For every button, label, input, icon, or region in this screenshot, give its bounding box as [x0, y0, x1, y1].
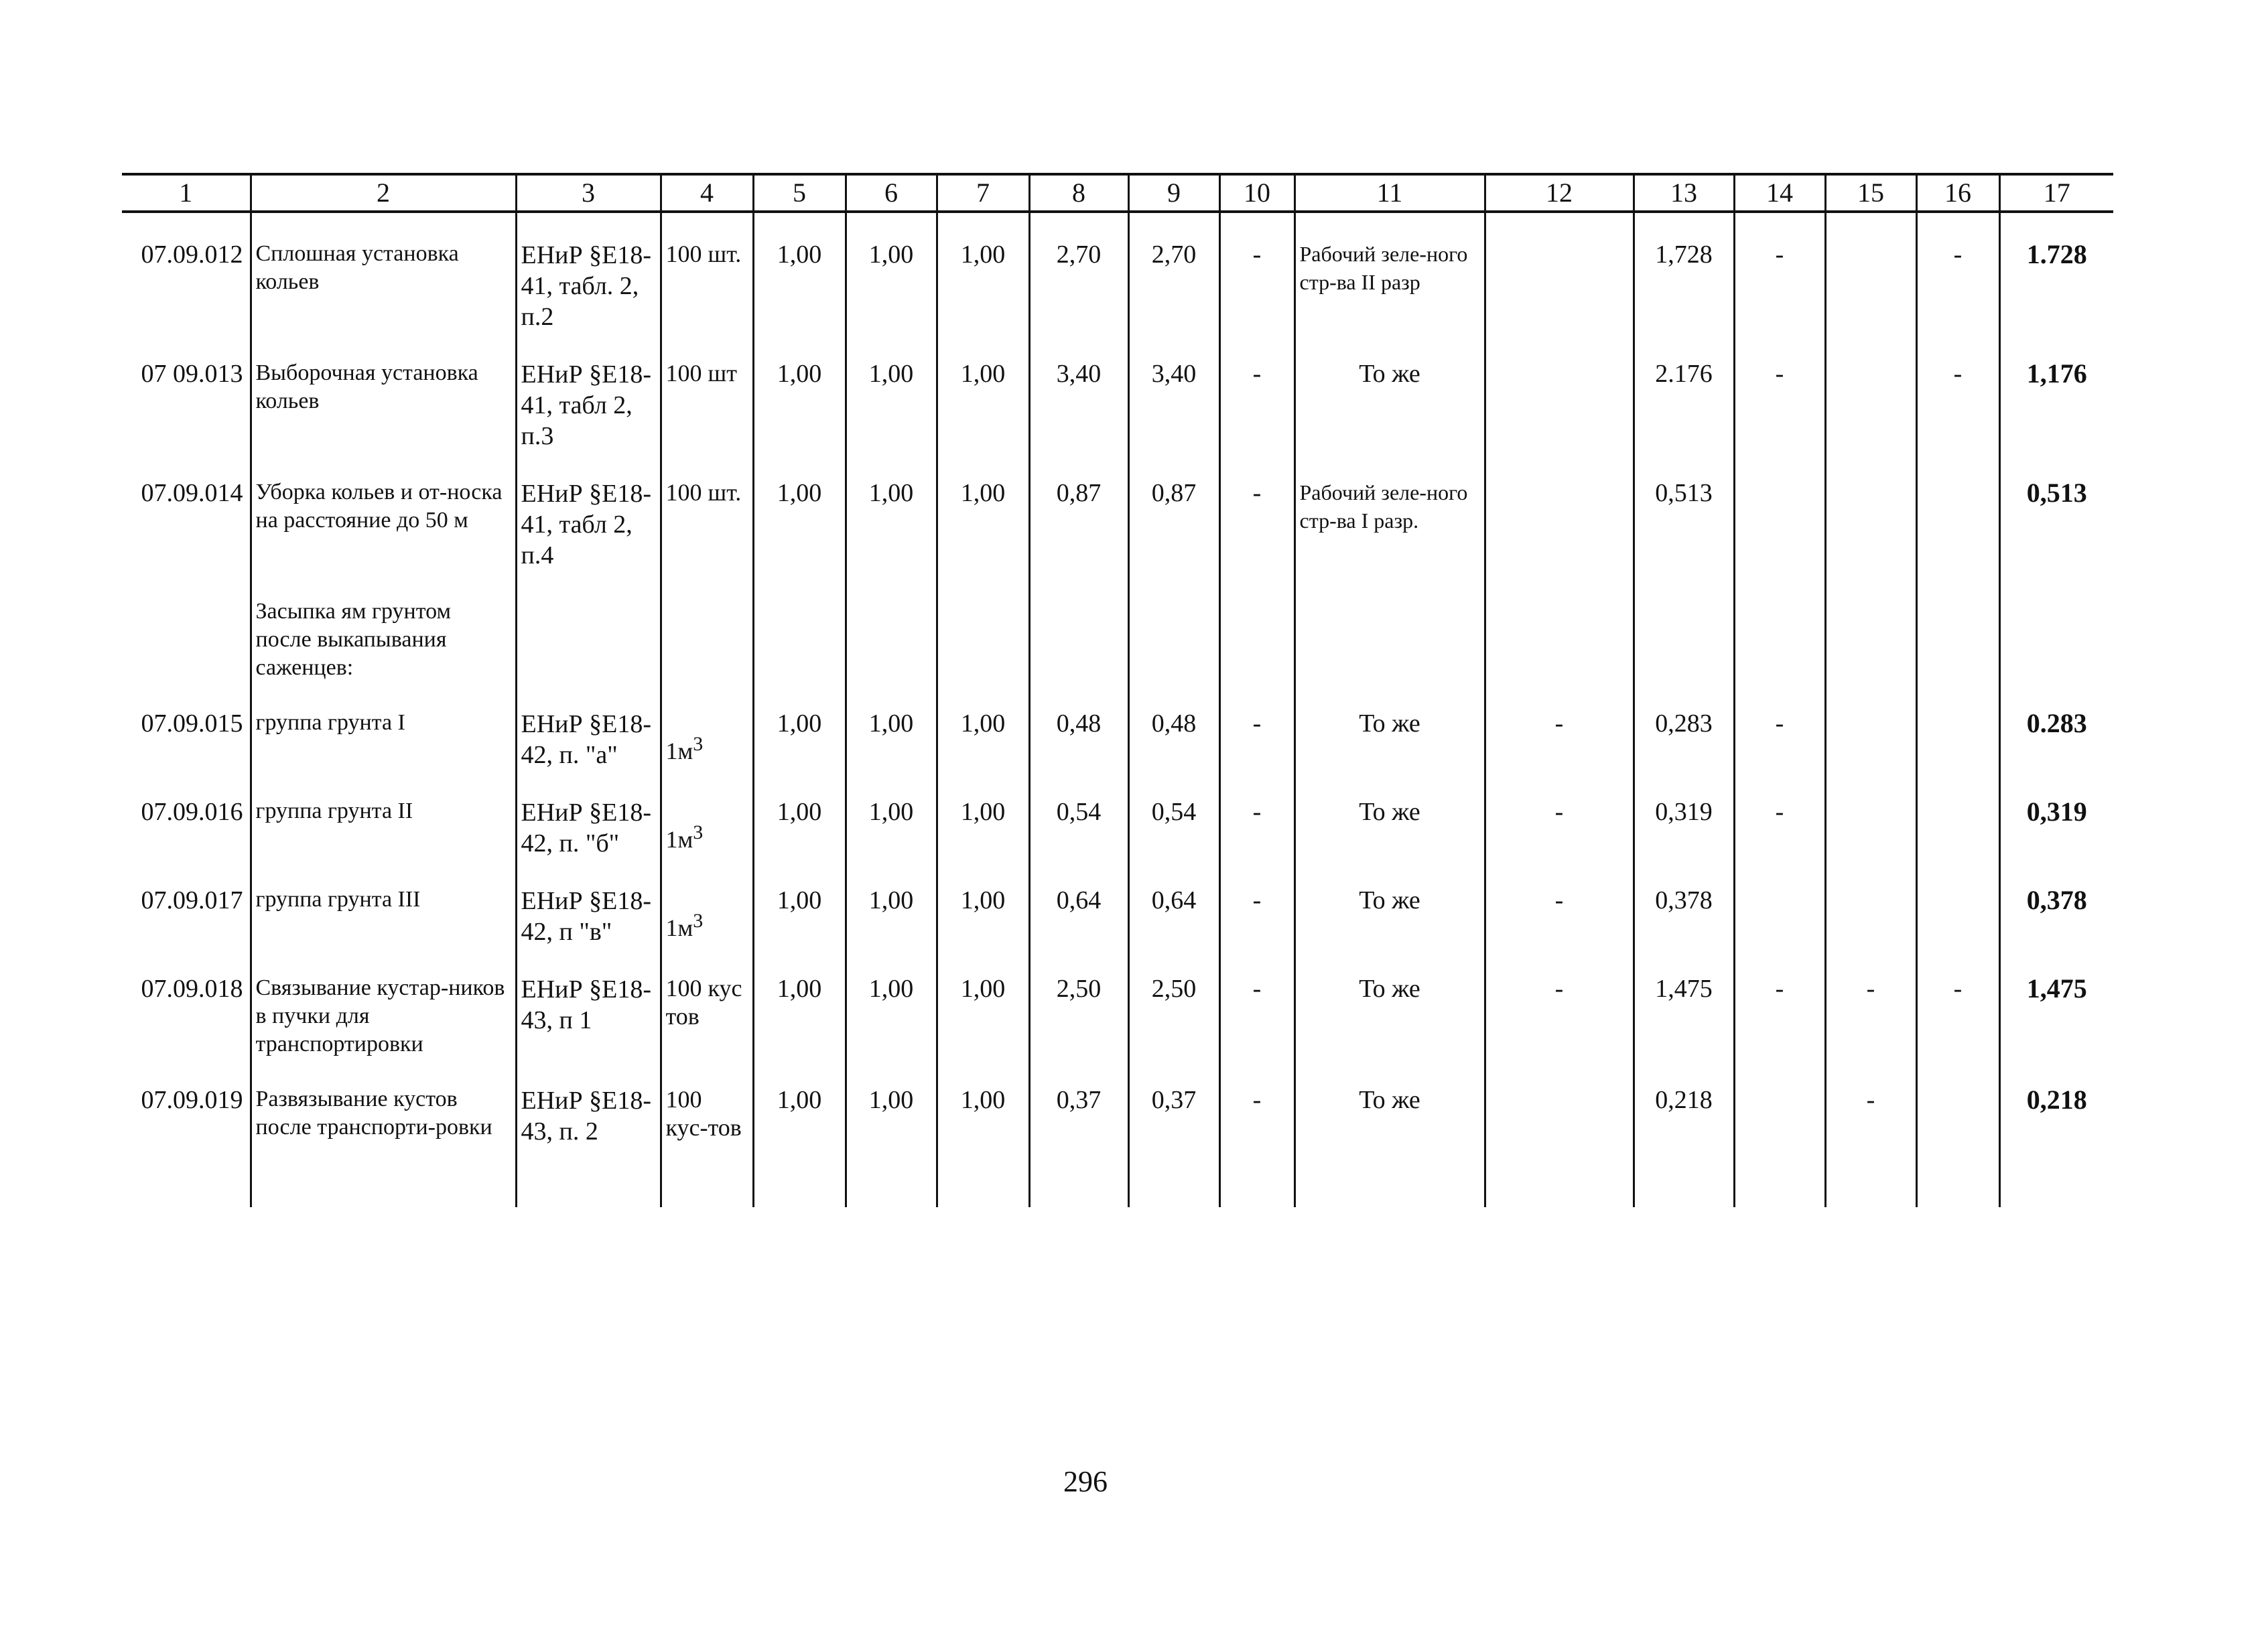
value-cell: 1,00 — [753, 1058, 846, 1147]
worker-category-cell: То же — [1294, 682, 1485, 770]
code-cell: 07.09.019 — [122, 1058, 251, 1147]
value-cell: - — [1485, 682, 1634, 770]
value-cell: - — [1219, 212, 1294, 332]
total-cell: 0,319 — [1999, 770, 2113, 859]
column-header: 17 — [1999, 174, 2113, 212]
table-row — [122, 1058, 2113, 1147]
table-header-row — [122, 174, 2113, 212]
value-cell: - — [1485, 770, 1634, 859]
value-cell: 3,40 — [1128, 332, 1219, 452]
empty-cell — [661, 1147, 753, 1207]
table-row — [122, 859, 2113, 947]
empty-cell — [937, 571, 1029, 682]
empty-cell — [753, 1147, 846, 1207]
value-cell: 1,00 — [937, 452, 1029, 571]
value-cell: 0,48 — [1128, 682, 1219, 770]
value-cell: 1,475 — [1634, 947, 1734, 1058]
unit-cell — [661, 770, 753, 859]
empty-cell — [1485, 571, 1634, 682]
value-cell: 1,00 — [846, 682, 937, 770]
value-cell: 1,00 — [753, 859, 846, 947]
value-cell: 0,54 — [1128, 770, 1219, 859]
empty-cell — [1294, 1147, 1485, 1207]
total-cell: 0,513 — [1999, 452, 2113, 571]
value-cell: - — [1219, 770, 1294, 859]
value-cell: 1,00 — [753, 947, 846, 1058]
unit-label: 1м — [665, 826, 693, 853]
table-row — [122, 682, 2113, 770]
value-cell: 1,00 — [937, 212, 1029, 332]
norm-reference-cell: ЕНиР §Е18-41, табл. 2, п.2 — [516, 212, 661, 332]
column-header: 4 — [661, 174, 753, 212]
empty-cell — [122, 1147, 251, 1207]
unit-cell — [661, 682, 753, 770]
column-header: 1 — [122, 174, 251, 212]
empty-cell — [1219, 1147, 1294, 1207]
value-cell: - — [1734, 332, 1825, 452]
norm-reference-cell: ЕНиР §Е18-41, табл 2, п.4 — [516, 452, 661, 571]
value-cell: 0,48 — [1029, 682, 1128, 770]
value-cell: 2,50 — [1128, 947, 1219, 1058]
value-cell: 1,00 — [753, 452, 846, 571]
column-header: 16 — [1916, 174, 1999, 212]
value-cell: 2,70 — [1029, 212, 1128, 332]
code-cell: 07 09.013 — [122, 332, 251, 452]
value-cell — [1916, 1058, 1999, 1147]
unit-cell: 100 шт. — [661, 452, 753, 571]
value-cell: - — [1219, 1058, 1294, 1147]
value-cell — [1734, 1058, 1825, 1147]
table-row — [122, 212, 2113, 332]
value-cell: 2,70 — [1128, 212, 1219, 332]
unit-label: 1м — [665, 914, 693, 941]
value-cell: 2.176 — [1634, 332, 1734, 452]
value-cell: - — [1825, 947, 1916, 1058]
value-cell — [1485, 452, 1634, 571]
unit-label: 1м — [665, 738, 693, 764]
value-cell: 3,40 — [1029, 332, 1128, 452]
worker-category-cell: То же — [1294, 1058, 1485, 1147]
empty-cell — [516, 1147, 661, 1207]
value-cell: - — [1485, 947, 1634, 1058]
group-heading-row — [122, 571, 2113, 682]
value-cell — [1485, 332, 1634, 452]
code-cell: 07.09.018 — [122, 947, 251, 1058]
empty-cell — [846, 1147, 937, 1207]
value-cell — [1825, 770, 1916, 859]
value-cell — [1916, 770, 1999, 859]
norm-reference-cell: ЕНиР §Е18-43, п. 2 — [516, 1058, 661, 1147]
page-number: 296 — [1063, 1465, 1108, 1498]
empty-cell — [1825, 571, 1916, 682]
empty-cell — [1128, 571, 1219, 682]
work-name-cell: Уборка кольев и от-носка на расстояние до 50 м — [251, 452, 516, 571]
value-cell: 1,728 — [1634, 212, 1734, 332]
value-cell: 0,283 — [1634, 682, 1734, 770]
value-cell: - — [1734, 947, 1825, 1058]
code-cell — [122, 571, 251, 682]
column-header: 9 — [1128, 174, 1219, 212]
value-cell: 1,00 — [753, 770, 846, 859]
table-row — [122, 770, 2113, 859]
table-tail-row — [122, 1147, 2113, 1207]
value-cell: 1,00 — [846, 770, 937, 859]
work-name-cell: Развязывание кустов после транспорти-ровки — [251, 1058, 516, 1147]
value-cell — [1825, 332, 1916, 452]
empty-cell — [1916, 1147, 1999, 1207]
unit-cell: 100 кус-тов — [661, 1058, 753, 1147]
value-cell: 2,50 — [1029, 947, 1128, 1058]
norm-reference-cell: ЕНиР §Е18-43, п 1 — [516, 947, 661, 1058]
norm-reference-cell: ЕНиР §Е18-42, п. "а" — [516, 682, 661, 770]
unit-cell — [661, 859, 753, 947]
worker-category-cell: То же — [1294, 947, 1485, 1058]
value-cell: 0,64 — [1029, 859, 1128, 947]
value-cell — [1825, 859, 1916, 947]
code-cell: 07.09.017 — [122, 859, 251, 947]
total-cell: 1.728 — [1999, 212, 2113, 332]
value-cell: 1,00 — [846, 212, 937, 332]
value-cell: 1,00 — [937, 859, 1029, 947]
work-name-cell: группа грунта I — [251, 682, 516, 770]
value-cell: - — [1485, 859, 1634, 947]
worker-category-cell: То же — [1294, 859, 1485, 947]
value-cell — [1485, 212, 1634, 332]
unit-exponent: 3 — [693, 821, 704, 843]
value-cell: - — [1916, 332, 1999, 452]
value-cell: 1,00 — [937, 1058, 1029, 1147]
worker-category-cell: Рабочий зеле-ного стр-ва I разр. — [1294, 452, 1485, 571]
unit-cell: 100 кус тов — [661, 947, 753, 1058]
worker-category-cell: То же — [1294, 332, 1485, 452]
work-name-cell: группа грунта II — [251, 770, 516, 859]
empty-cell — [661, 571, 753, 682]
value-cell: - — [1734, 682, 1825, 770]
value-cell: 1,00 — [937, 332, 1029, 452]
value-cell: 1,00 — [846, 859, 937, 947]
value-cell — [1825, 452, 1916, 571]
value-cell: 0,378 — [1634, 859, 1734, 947]
empty-cell — [251, 1147, 516, 1207]
empty-cell — [1734, 571, 1825, 682]
value-cell: - — [1734, 212, 1825, 332]
value-cell: 1,00 — [846, 332, 937, 452]
unit-exponent: 3 — [693, 910, 704, 932]
value-cell — [1825, 682, 1916, 770]
value-cell: 0,87 — [1128, 452, 1219, 571]
group-title-cell: Засыпка ям грунтом после выкапывания саженцев: — [251, 571, 516, 682]
empty-cell — [1734, 1147, 1825, 1207]
value-cell: 1,00 — [846, 1058, 937, 1147]
value-cell: 0,319 — [1634, 770, 1734, 859]
column-header: 7 — [937, 174, 1029, 212]
column-header: 15 — [1825, 174, 1916, 212]
column-header: 6 — [846, 174, 937, 212]
empty-cell — [1999, 1147, 2113, 1207]
value-cell: 0,37 — [1029, 1058, 1128, 1147]
column-header: 13 — [1634, 174, 1734, 212]
value-cell: 1,00 — [753, 682, 846, 770]
value-cell: - — [1219, 332, 1294, 452]
total-cell: 1,475 — [1999, 947, 2113, 1058]
code-cell: 07.09.012 — [122, 212, 251, 332]
value-cell: 1,00 — [846, 947, 937, 1058]
norm-reference-cell: ЕНиР §Е18-42, п "в" — [516, 859, 661, 947]
unit-exponent: 3 — [693, 733, 704, 755]
value-cell — [1916, 682, 1999, 770]
value-cell: 1,00 — [846, 452, 937, 571]
unit-cell: 100 шт — [661, 332, 753, 452]
norm-reference-cell: ЕНиР §Е18-41, табл 2, п.3 — [516, 332, 661, 452]
value-cell: 0,87 — [1029, 452, 1128, 571]
column-header: 11 — [1294, 174, 1485, 212]
value-cell: - — [1219, 682, 1294, 770]
value-cell: 0,513 — [1634, 452, 1734, 571]
column-header: 2 — [251, 174, 516, 212]
empty-cell — [1634, 571, 1734, 682]
work-name-cell: Связывание кустар-ников в пучки для транспортировки — [251, 947, 516, 1058]
value-cell — [1916, 452, 1999, 571]
empty-cell — [846, 571, 937, 682]
table-row — [122, 947, 2113, 1058]
value-cell: 1,00 — [937, 682, 1029, 770]
empty-cell — [753, 571, 846, 682]
empty-cell — [1634, 1147, 1734, 1207]
empty-cell — [937, 1147, 1029, 1207]
unit-cell: 100 шт. — [661, 212, 753, 332]
value-cell: - — [1916, 212, 1999, 332]
value-cell: - — [1734, 770, 1825, 859]
value-cell — [1734, 452, 1825, 571]
empty-cell — [1825, 1147, 1916, 1207]
work-name-cell: Выборочная установка кольев — [251, 332, 516, 452]
value-cell: 1,00 — [937, 770, 1029, 859]
empty-cell — [1219, 571, 1294, 682]
empty-cell — [1999, 571, 2113, 682]
code-cell: 07.09.014 — [122, 452, 251, 571]
empty-cell — [1294, 571, 1485, 682]
work-name-cell: группа грунта III — [251, 859, 516, 947]
value-cell: 1,00 — [753, 332, 846, 452]
rates-table — [122, 173, 2113, 1207]
column-header: 5 — [753, 174, 846, 212]
code-cell: 07.09.016 — [122, 770, 251, 859]
value-cell: 0,64 — [1128, 859, 1219, 947]
value-cell: - — [1219, 947, 1294, 1058]
total-cell: 0,218 — [1999, 1058, 2113, 1147]
column-header: 8 — [1029, 174, 1128, 212]
table-row — [122, 332, 2113, 452]
empty-cell — [516, 571, 661, 682]
empty-cell — [1029, 1147, 1128, 1207]
value-cell: 0,37 — [1128, 1058, 1219, 1147]
value-cell: 1,00 — [937, 947, 1029, 1058]
norm-reference-cell: ЕНиР §Е18-42, п. "б" — [516, 770, 661, 859]
value-cell: 0,218 — [1634, 1058, 1734, 1147]
empty-cell — [1916, 571, 1999, 682]
code-cell: 07.09.015 — [122, 682, 251, 770]
value-cell: 0,54 — [1029, 770, 1128, 859]
value-cell — [1825, 212, 1916, 332]
value-cell: 1,00 — [753, 212, 846, 332]
empty-cell — [1485, 1147, 1634, 1207]
column-header: 12 — [1485, 174, 1634, 212]
value-cell: - — [1825, 1058, 1916, 1147]
value-cell: - — [1219, 452, 1294, 571]
column-header: 3 — [516, 174, 661, 212]
total-cell: 1,176 — [1999, 332, 2113, 452]
work-name-cell: Сплошная установка кольев — [251, 212, 516, 332]
column-header: 14 — [1734, 174, 1825, 212]
total-cell: 0.283 — [1999, 682, 2113, 770]
empty-cell — [1029, 571, 1128, 682]
value-cell: - — [1916, 947, 1999, 1058]
column-header: 10 — [1219, 174, 1294, 212]
value-cell — [1916, 859, 1999, 947]
table-row — [122, 452, 2113, 571]
table-body — [122, 212, 2113, 1207]
value-cell — [1734, 859, 1825, 947]
worker-category-cell: Рабочий зеле-ного стр-ва II разр — [1294, 212, 1485, 332]
value-cell: - — [1219, 859, 1294, 947]
value-cell — [1485, 1058, 1634, 1147]
worker-category-cell: То же — [1294, 770, 1485, 859]
empty-cell — [1128, 1147, 1219, 1207]
total-cell: 0,378 — [1999, 859, 2113, 947]
